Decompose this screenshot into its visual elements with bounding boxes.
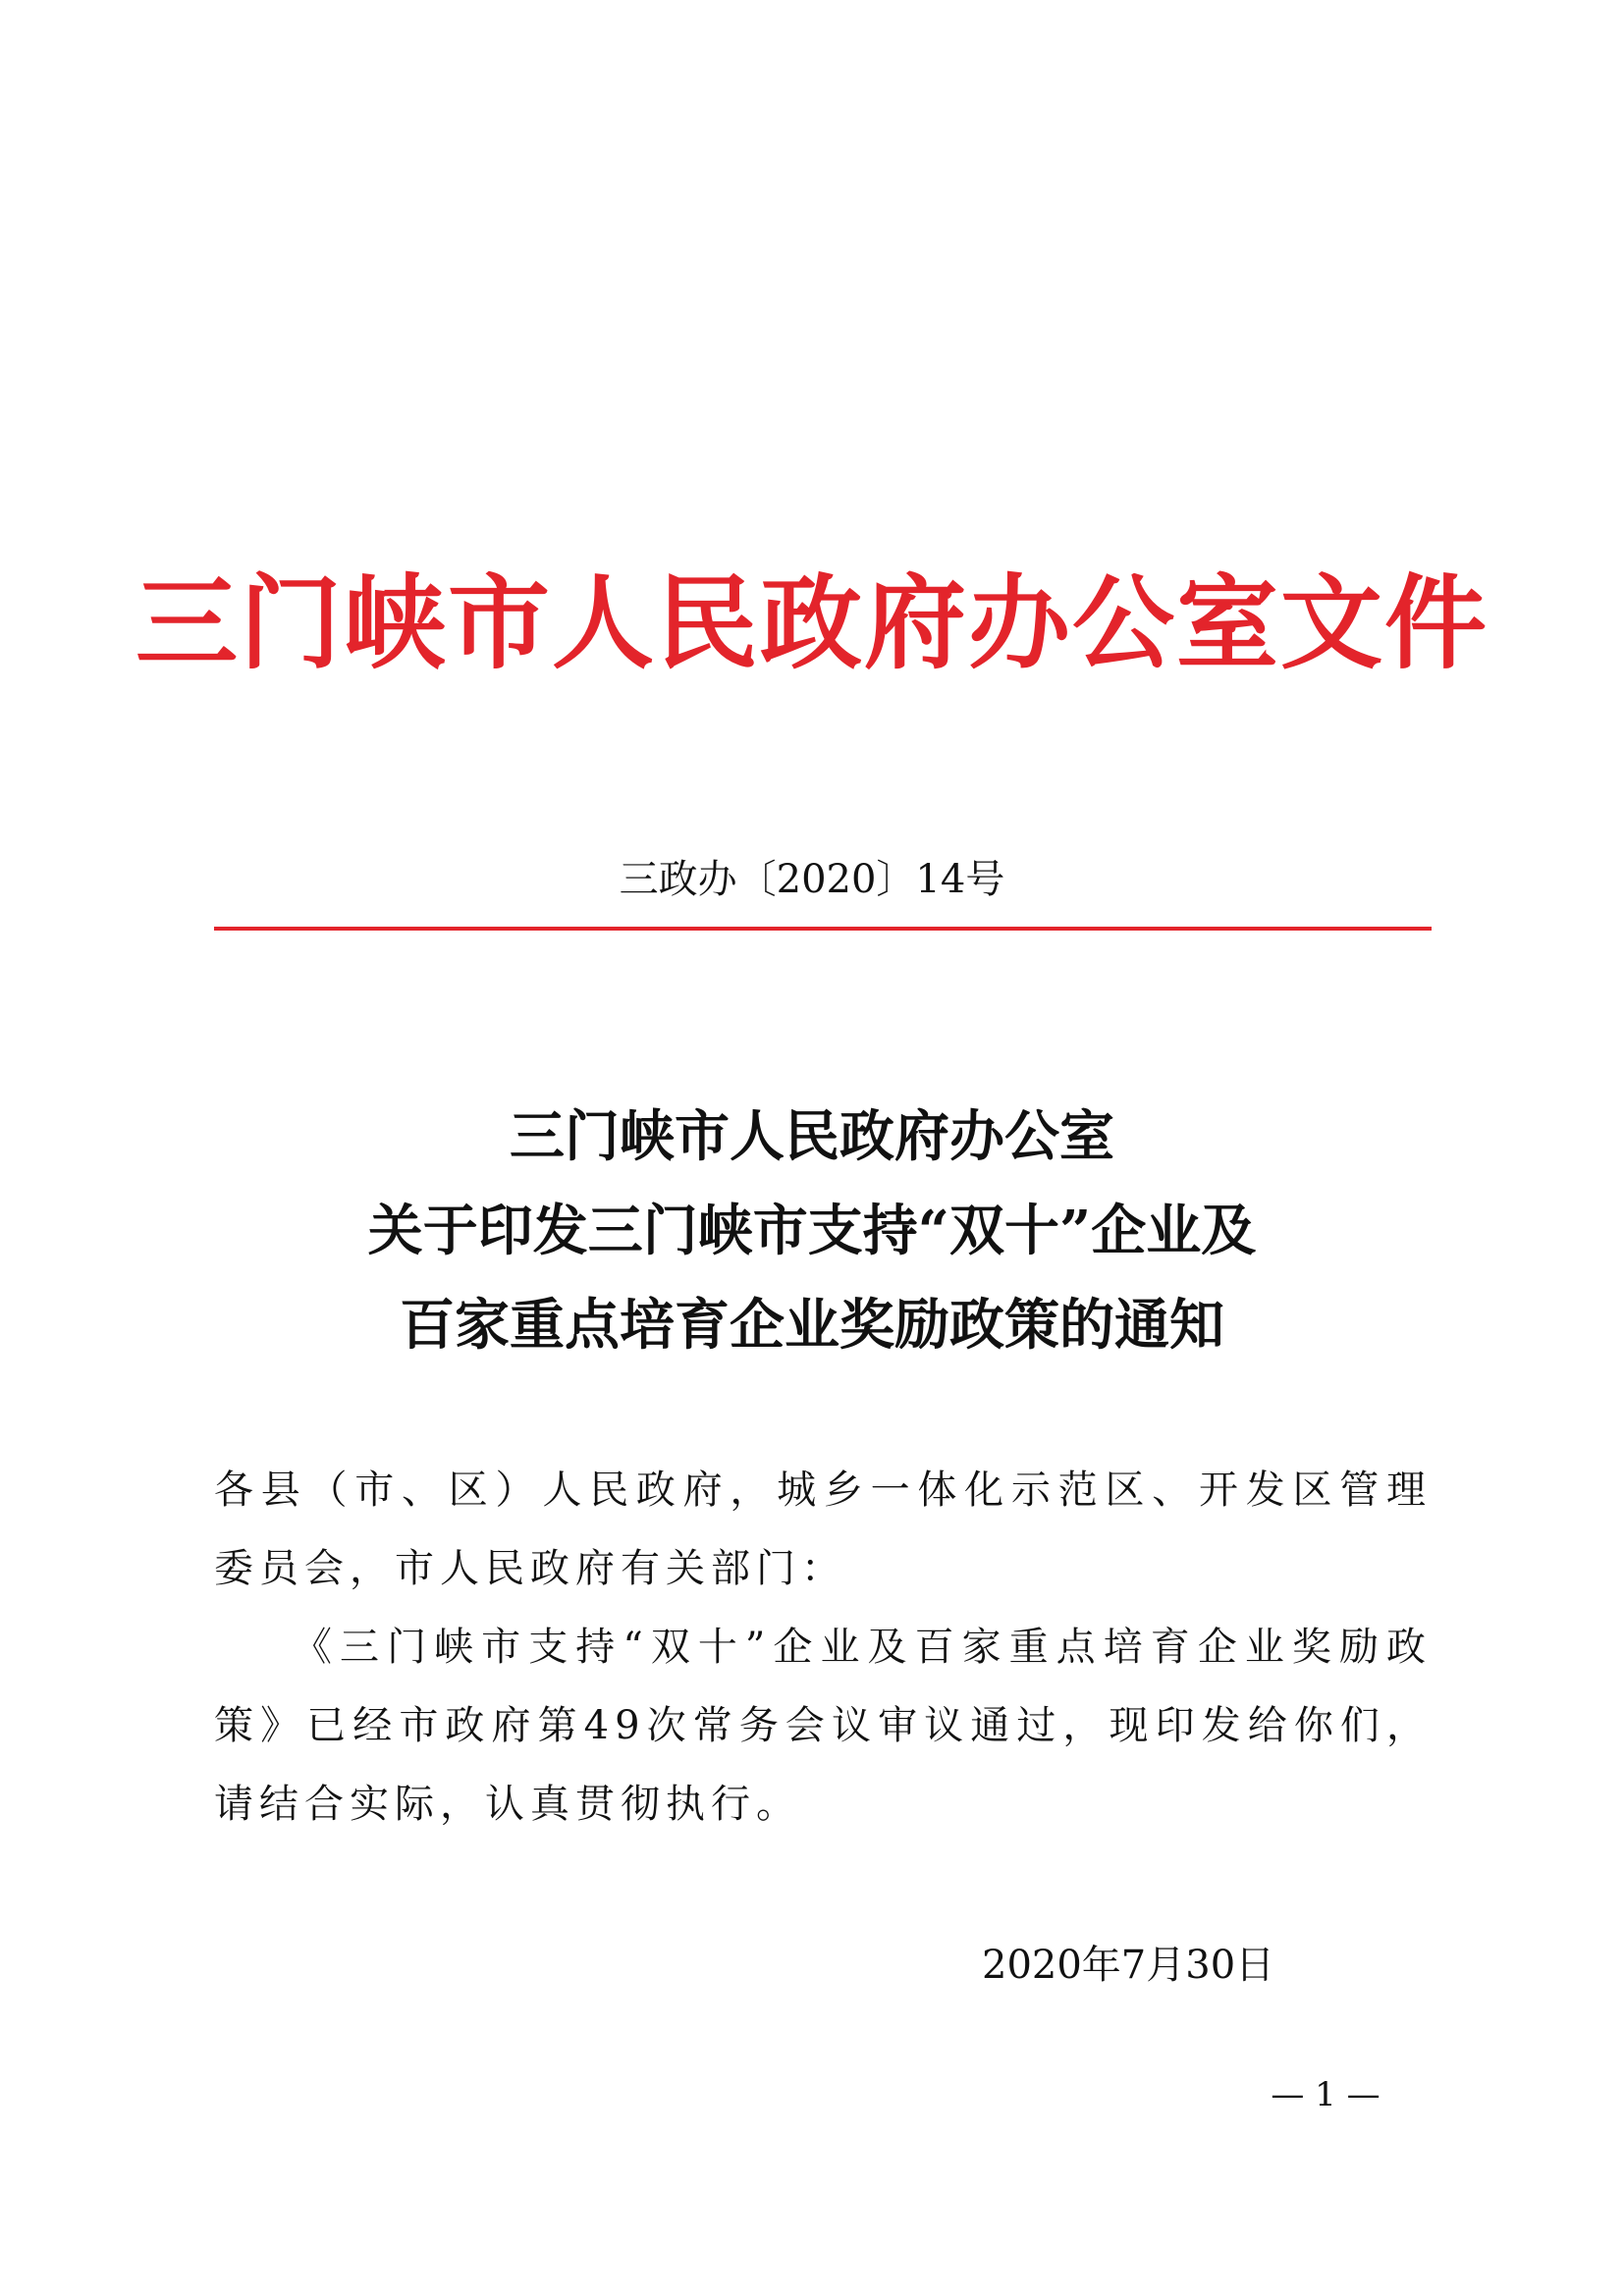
main-paragraph: 《三门峡市支持“双十”企业及百家重点培育企业奖励政策》已经市政府第49次常务会议审议通过，现印发给你们，请结合实际，认真贯彻执行。 bbox=[214, 1625, 1432, 1827]
document-number: 三政办〔2020〕14号 bbox=[619, 857, 1005, 902]
title-line-1: 三门峡市人民政府办公室 bbox=[510, 1104, 1114, 1169]
red-divider-line bbox=[214, 927, 1432, 931]
recipients-paragraph: 各县（市、区）人民政府，城乡一体化示范区、开发区管理委员会，市人民政府有关部门： bbox=[214, 1468, 1432, 1591]
document-body bbox=[214, 1451, 1432, 1843]
document-title bbox=[0, 1090, 1624, 1372]
document-date: 2020年7月30日 bbox=[982, 1943, 1275, 1988]
document-masthead: 三门峡市人民政府办公室文件 bbox=[135, 562, 1489, 683]
title-line-2: 关于印发三门峡市支持“双十”企业及 bbox=[367, 1199, 1257, 1263]
page-number: — 1 — bbox=[1271, 2075, 1380, 2114]
title-line-3: 百家重点培育企业奖励政策的通知 bbox=[400, 1293, 1224, 1358]
